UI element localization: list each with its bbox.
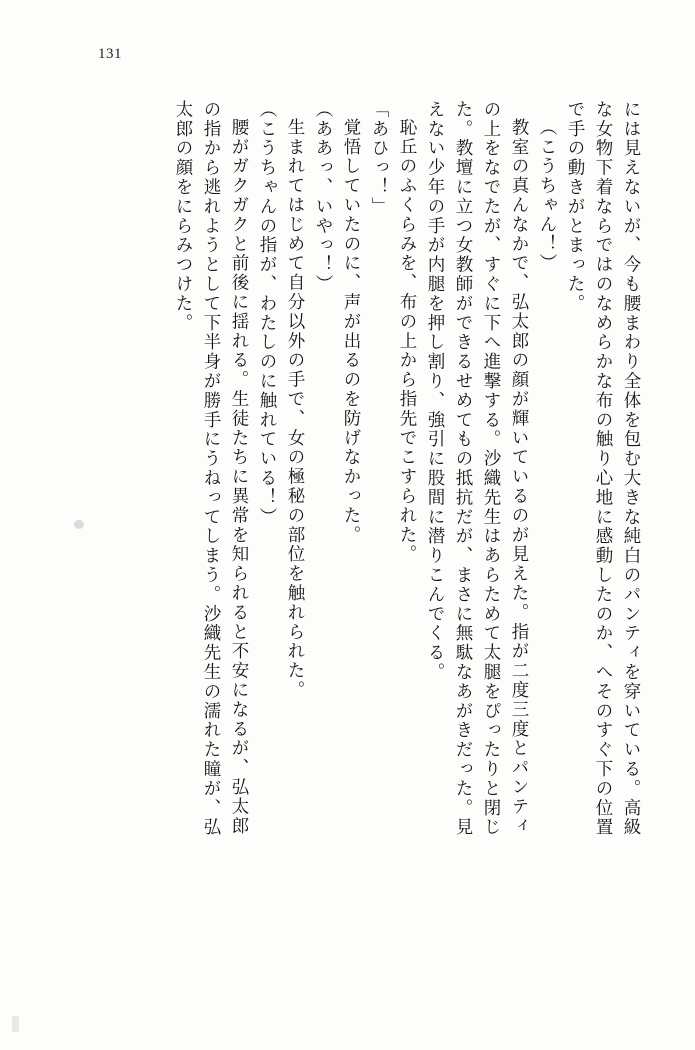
text-column: 恥丘のふくらみを、布の上から指先でこすられた。	[397, 118, 417, 565]
text-column: 覚悟していたのに、声が出るのを防げなかった。	[341, 118, 361, 545]
body-text	[69, 100, 639, 980]
text-column: の指から逃れようとして下半身が勝手にうねってしまう。沙織先生の濡れた瞳が、弘	[201, 100, 221, 838]
text-column: 太郎の顔をにらみつけた。	[173, 100, 193, 333]
page-number: 131	[98, 46, 122, 62]
text-column: 教室の真んなかで、弘太郎の顔が輝いているのが見えた。指が二度三度とパンティ	[509, 118, 529, 836]
text-column: の上をなでたが、すぐに下へ進撃する。沙織先生はあらためて太腿をぴったりと閉じ	[481, 100, 501, 838]
text-column: 生まれてはじめて自分以外の手で、女の極秘の部位を触れられた。	[285, 118, 305, 700]
text-column: た。教壇に立つ女教師ができるせめてもの抵抗だが、まさに無駄なあがきだった。見	[453, 100, 473, 838]
text-column: （こうちゃん！）	[537, 118, 557, 274]
text-column: 腰がガクガクと前後に揺れる。生徒たちに異常を知られると不安になるが、弘太郎	[229, 118, 249, 836]
text-column: （こうちゃんの指が、わたしのに触れている！）	[257, 100, 277, 527]
page-edge-mark	[12, 1016, 19, 1032]
text-column: （ああっ、いやっ！）	[313, 100, 333, 294]
text-column: 「あひっ！」	[369, 100, 389, 217]
page-smudge	[74, 520, 84, 529]
text-column: には見えないが、今も腰まわり全体を包む大きな純白のパンティを穿いている。高級	[621, 100, 641, 838]
text-column: で手の動きがとまった。	[565, 100, 585, 314]
text-column: えない少年の手が内腿を押し割り、強引に股間に潜りこんでくる。	[425, 100, 445, 682]
text-column: な女物下着ならではのなめらかな布の触り心地に感動したのか、へそのすぐ下の位置	[593, 100, 613, 838]
